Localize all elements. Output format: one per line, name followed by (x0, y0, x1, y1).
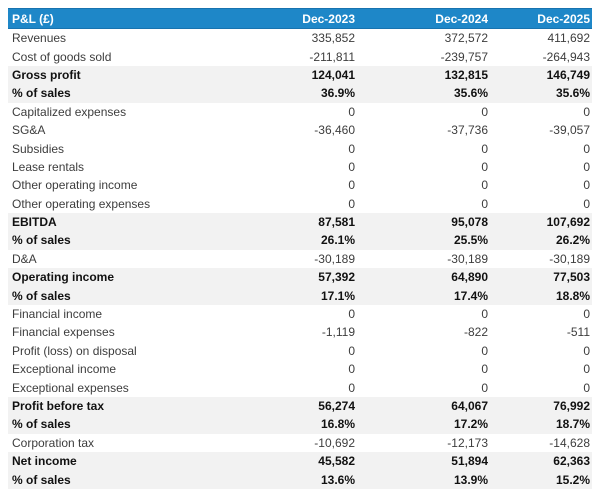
cell-value: 45,582 (224, 452, 357, 470)
cell-value: -211,811 (309, 49, 355, 64)
cell-value: -822 (463, 325, 488, 340)
cell-value: -511 (566, 325, 590, 340)
cell-value: -30,189 (447, 251, 488, 266)
cell-value: 18.7% (490, 415, 592, 433)
row-label: Profit (loss) on disposal (12, 343, 137, 358)
cell-value: -239,757 (440, 49, 488, 64)
table-row-total (8, 213, 592, 231)
cell-value: 87,581 (224, 213, 357, 231)
cell-value: 0 (583, 196, 590, 211)
row-label: Cost of goods sold (12, 49, 112, 64)
cell-value: 18.8% (490, 286, 592, 304)
row-label: % of sales (8, 415, 224, 433)
cell-value: 0 (583, 380, 590, 395)
cell-value: 411,692 (547, 31, 590, 46)
column-header-year-2: Dec-2024 (357, 9, 490, 29)
row-label: EBITDA (8, 213, 224, 231)
cell-value: 372,572 (444, 31, 488, 46)
pnl-table (8, 8, 592, 489)
row-label: Exceptional income (12, 362, 117, 377)
cell-value: 0 (583, 178, 590, 193)
cell-value: 0 (348, 141, 355, 156)
table-row (8, 323, 592, 341)
cell-value: 56,274 (224, 397, 357, 415)
table-row-total (8, 84, 592, 102)
cell-value: 64,067 (357, 397, 490, 415)
row-label: Lease rentals (12, 159, 85, 174)
cell-value: -12,173 (447, 435, 488, 450)
table-row-total (8, 286, 592, 304)
cell-value: 0 (348, 159, 355, 174)
row-label: % of sales (8, 286, 224, 304)
column-header-year-1: Dec-2023 (224, 9, 357, 29)
row-label: Revenues (12, 31, 67, 46)
cell-value: 0 (348, 380, 355, 395)
row-label: Subsidies (12, 141, 65, 156)
cell-value: 0 (481, 141, 488, 156)
column-header-year-3: Dec-2025 (490, 9, 592, 29)
cell-value: 0 (583, 141, 590, 156)
table-body (8, 29, 592, 489)
row-label: Net income (8, 452, 224, 470)
table-row (8, 121, 592, 139)
row-label: SG&A (12, 123, 46, 138)
table-row-total (8, 452, 592, 470)
cell-value: 0 (481, 307, 488, 322)
cell-value: 17.4% (357, 286, 490, 304)
row-label: Corporation tax (12, 435, 95, 450)
cell-value: 0 (481, 380, 488, 395)
table-row-total (8, 231, 592, 249)
cell-value: 0 (481, 159, 488, 174)
cell-value: 0 (583, 104, 590, 119)
cell-value: 35.6% (490, 84, 592, 102)
cell-value: 25.5% (357, 231, 490, 249)
cell-value: 26.1% (224, 231, 357, 249)
cell-value: 36.9% (224, 84, 357, 102)
cell-value: -37,736 (447, 123, 488, 138)
row-label: Operating income (8, 268, 224, 286)
row-label: Financial expenses (12, 325, 115, 340)
table-row (8, 378, 592, 396)
cell-value: 146,749 (490, 66, 592, 84)
table-row (8, 434, 592, 452)
cell-value: 335,852 (311, 31, 355, 46)
cell-value: -264,943 (542, 49, 590, 64)
cell-value: -39,057 (549, 123, 590, 138)
cell-value: 0 (481, 104, 488, 119)
row-label: % of sales (8, 84, 224, 102)
cell-value: -1,119 (321, 325, 355, 340)
cell-value: -10,692 (314, 435, 355, 450)
cell-value: 17.1% (224, 286, 357, 304)
cell-value: 124,041 (224, 66, 357, 84)
table-row (8, 305, 592, 323)
cell-value: 0 (348, 307, 355, 322)
table-row-total (8, 66, 592, 84)
row-label: Capitalized expenses (12, 104, 127, 119)
row-label: Other operating income (12, 178, 138, 193)
cell-value: -30,189 (549, 251, 590, 266)
table-row (8, 158, 592, 176)
cell-value: 26.2% (490, 231, 592, 249)
cell-value: -36,460 (314, 123, 355, 138)
cell-value: 64,890 (357, 268, 490, 286)
table-row (8, 29, 592, 48)
table-row (8, 250, 592, 268)
cell-value: 0 (348, 343, 355, 358)
table-row-total (8, 470, 592, 488)
table-header-row (8, 9, 592, 29)
cell-value: 0 (583, 159, 590, 174)
table-title: P&L (£) (8, 9, 224, 29)
cell-value: 77,503 (490, 268, 592, 286)
table-row (8, 195, 592, 213)
table-row (8, 47, 592, 65)
table-row (8, 176, 592, 194)
row-label: D&A (12, 251, 37, 266)
table-row (8, 360, 592, 378)
cell-value: 0 (481, 362, 488, 377)
cell-value: 17.2% (357, 415, 490, 433)
cell-value: 35.6% (357, 84, 490, 102)
table-row-total (8, 415, 592, 433)
cell-value: 0 (481, 178, 488, 193)
row-label: Profit before tax (8, 397, 224, 415)
cell-value: -30,189 (314, 251, 355, 266)
cell-value: 13.9% (357, 470, 490, 488)
cell-value: 51,894 (357, 452, 490, 470)
row-label: % of sales (8, 470, 224, 488)
row-label: % of sales (8, 231, 224, 249)
table-row-total (8, 397, 592, 415)
table-row-total (8, 268, 592, 286)
cell-value: 0 (583, 343, 590, 358)
cell-value: 62,363 (490, 452, 592, 470)
table-row (8, 139, 592, 157)
cell-value: 0 (348, 178, 355, 193)
cell-value: 76,992 (490, 397, 592, 415)
cell-value: 0 (481, 343, 488, 358)
cell-value: 16.8% (224, 415, 357, 433)
cell-value: 0 (348, 104, 355, 119)
cell-value: 0 (583, 307, 590, 322)
cell-value: 0 (583, 362, 590, 377)
row-label: Gross profit (8, 66, 224, 84)
cell-value: 132,815 (357, 66, 490, 84)
cell-value: 107,692 (490, 213, 592, 231)
table-row (8, 342, 592, 360)
row-label: Other operating expenses (12, 196, 151, 211)
cell-value: -14,628 (549, 435, 590, 450)
row-label: Exceptional expenses (12, 380, 129, 395)
cell-value: 15.2% (490, 470, 592, 488)
table-row (8, 103, 592, 121)
cell-value: 0 (348, 196, 355, 211)
row-label: Financial income (12, 307, 103, 322)
cell-value: 0 (481, 196, 488, 211)
cell-value: 0 (348, 362, 355, 377)
cell-value: 95,078 (357, 213, 490, 231)
cell-value: 57,392 (224, 268, 357, 286)
cell-value: 13.6% (224, 470, 357, 488)
